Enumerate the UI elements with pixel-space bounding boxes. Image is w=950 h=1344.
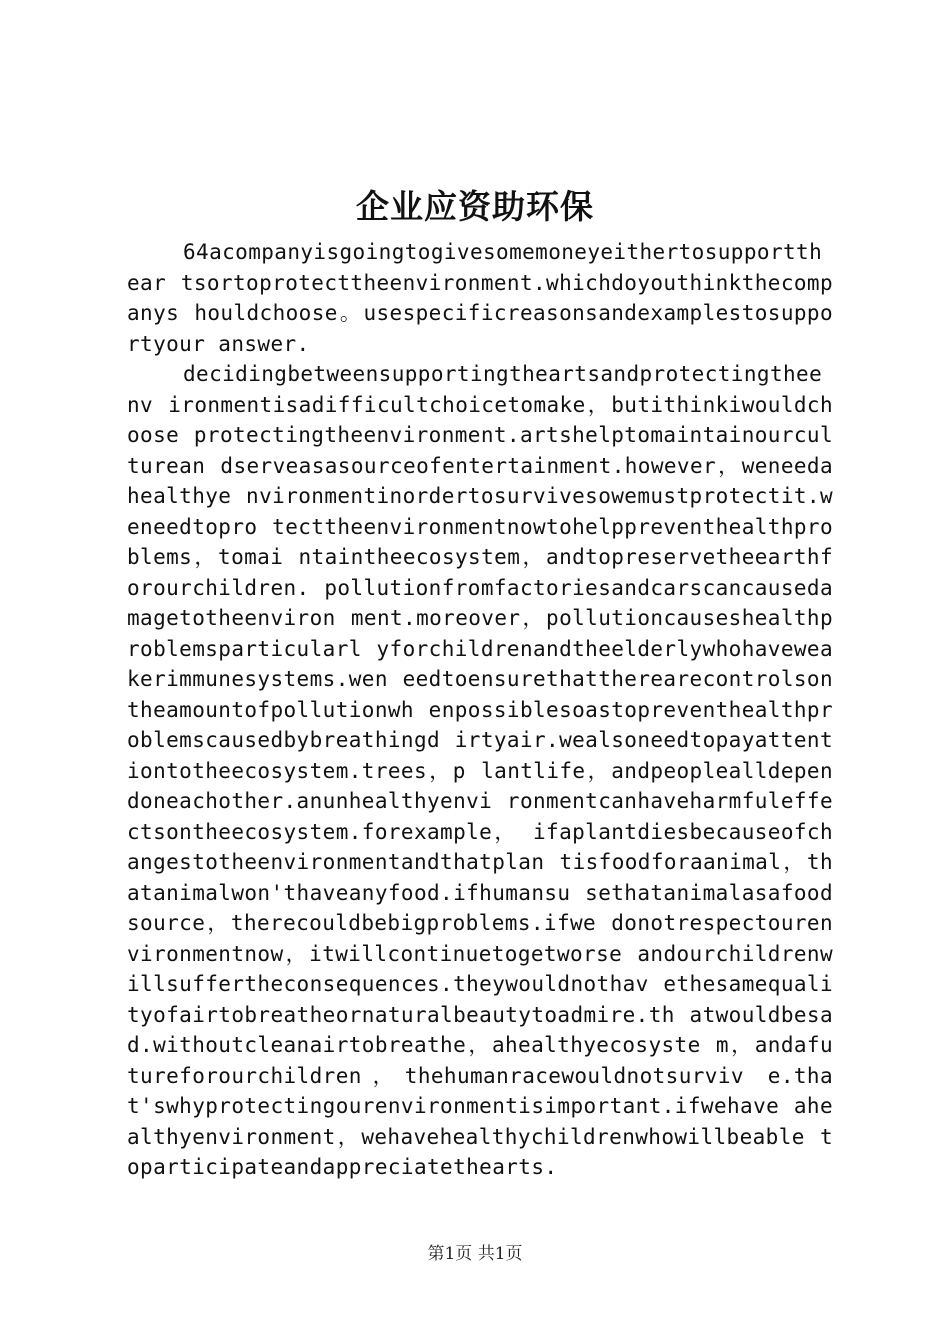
page-footer: 第1页 共1页 [427, 1244, 523, 1264]
document-body [127, 237, 833, 1183]
document-title: 企业应资助环保 [356, 187, 594, 226]
body-paragraph-prompt: 64acompanyisgoingtogivesomemoneyeithertosupportthear tsortoprotecttheenvironment.whichdoyouthinkthecompanys houldchoose。usespecificreasonsandexamplestosupportyour answer. [127, 240, 833, 356]
body-paragraph-essay: decidingbetweensupportingtheartsandprotectingtheenv ironmentisadifficultchoicetomake，butithinkiwouldchoose protectingtheenvironment.artshelptomaintainourculturean dserveasasourceofentertainment.however，weneedahealthye nvironmentinordertosurvivesowemustprotectit.weneedtopro tecttheenvironmentnowtohelppreventhealthproblems，tomai ntaintheecosystem，andtopreservetheearthforourchildren. pollutionfromfactoriesandcarscancausedamagetotheenviron ment.moreover，pollutioncauseshealthproblemsparticularl yforchildrenandtheelderlywhohaveweakerimmunesystems.wen eedtoensurethattherearecontrolsontheamountofpollutionwh enpossiblesoastopreventhealthproblemscausedbybreathingd irtyair.wealsoneedtopayattentiontotheecosystem.trees，p lantlife，andpeoplealldependoneachother.anunhealthyenvi ronmentcanhaveharmfuleffectsontheecosystem.forexample， ifaplantdiesbecauseofchangestotheenvironmentandthatplan tisfoodforaanimal，thatanimalwon'thaveanyfood.ifhumansu sethatanimalasafoodsource，therecouldbebigproblems.ifwe donotrespectourenvironmentnow，itwillcontinuetogetworse andourchildrenwillsuffertheconsequences.theywouldnothav ethesamequalityofairtobreatheornaturalbeautytoadmire.th atwouldbesad.withoutcleanairtobreathe，ahealthyecosyste m，andafutureforourchildren，thehumanracewouldnotsurviv e.that'swhyprotectingourenvironmentisimportant.ifwehave ahealthyenvironment，wehavehealthychildrenwhowillbeable toparticipateandappreciatethearts. [127, 362, 833, 1179]
